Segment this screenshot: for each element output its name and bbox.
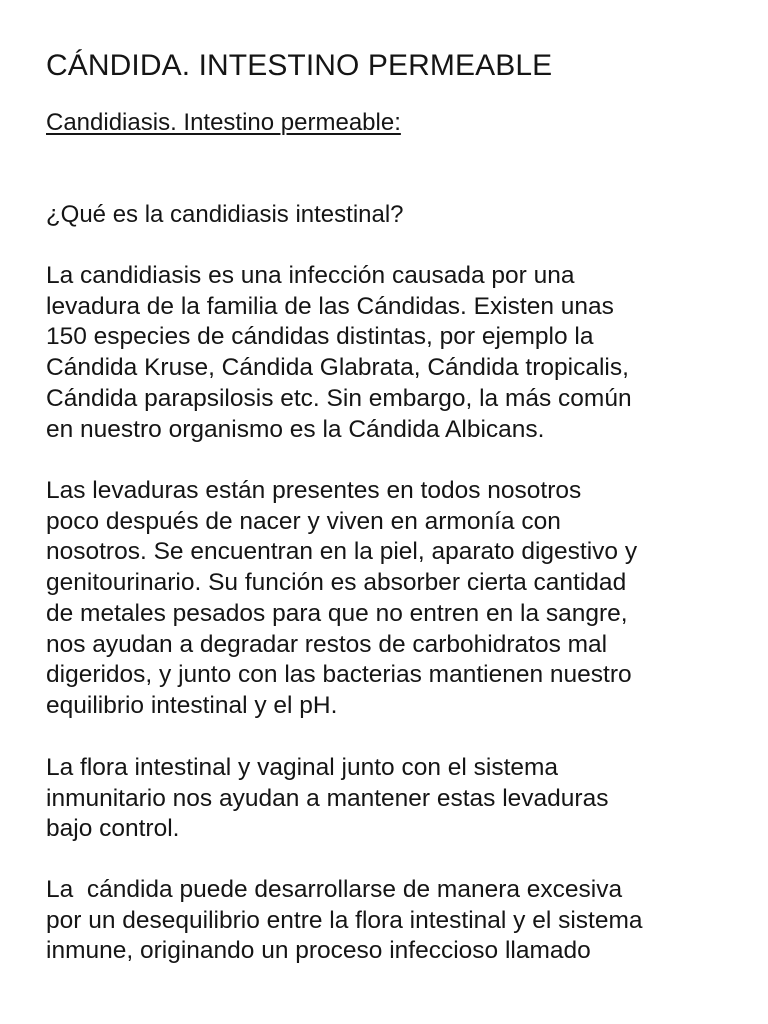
text-line: inmune, originando un proceso infeccioso llamado	[46, 937, 591, 965]
text-line: de metales pesados para que no entren en la sangre,	[46, 599, 628, 627]
document-subtitle: Candidiasis. Intestino permeable:	[46, 109, 401, 136]
text-line: en nuestro organismo es la Cándida Albicans.	[46, 415, 545, 443]
text-line: por un desequilibrio entre la flora intestinal y el sistema	[46, 906, 643, 934]
text-line: bajo control.	[46, 815, 180, 843]
text-line: genitourinario. Su función es absorber cierta cantidad	[46, 569, 627, 597]
text-line: Cándida parapsilosis etc. Sin embargo, la más común	[46, 384, 632, 412]
section-question: ¿Qué es la candidiasis intestinal?	[46, 201, 404, 228]
text-line: levadura de la familia de las Cándidas. Existen unas	[46, 292, 614, 320]
text-line: La cándida puede desarrollarse de manera excesiva	[46, 876, 623, 903]
text-line: digeridos, y junto con las bacterias mantienen nuestro	[46, 661, 632, 689]
paragraph-candidiasis-definition	[46, 261, 746, 445]
text-line: nosotros. Se encuentran en la piel, aparato digestivo y	[46, 538, 638, 566]
text-line: poco después de nacer y viven en armonía con	[46, 507, 561, 535]
paragraph-yeast-function	[46, 476, 746, 722]
document-title: CÁNDIDA. INTESTINO PERMEABLE	[46, 49, 553, 82]
text-line: Las levaduras están presentes en todos nosotros	[46, 477, 582, 504]
text-line: La flora intestinal y vaginal junto con el sistema	[46, 754, 559, 781]
text-line: inmunitario nos ayudan a mantener estas levaduras	[46, 784, 609, 812]
text-line: Cándida Kruse, Cándida Glabrata, Cándida tropicalis,	[46, 354, 629, 382]
text-line: La candidiasis es una infección causada por una	[46, 262, 575, 289]
text-line: nos ayudan a degradar restos de carbohidratos mal	[46, 630, 608, 658]
paragraph-candida-overgrowth	[46, 875, 746, 967]
paragraph-flora-control	[46, 753, 746, 845]
text-line: equilibrio intestinal y el pH.	[46, 691, 338, 719]
text-line: 150 especies de cándidas distintas, por ejemplo la	[46, 323, 594, 351]
